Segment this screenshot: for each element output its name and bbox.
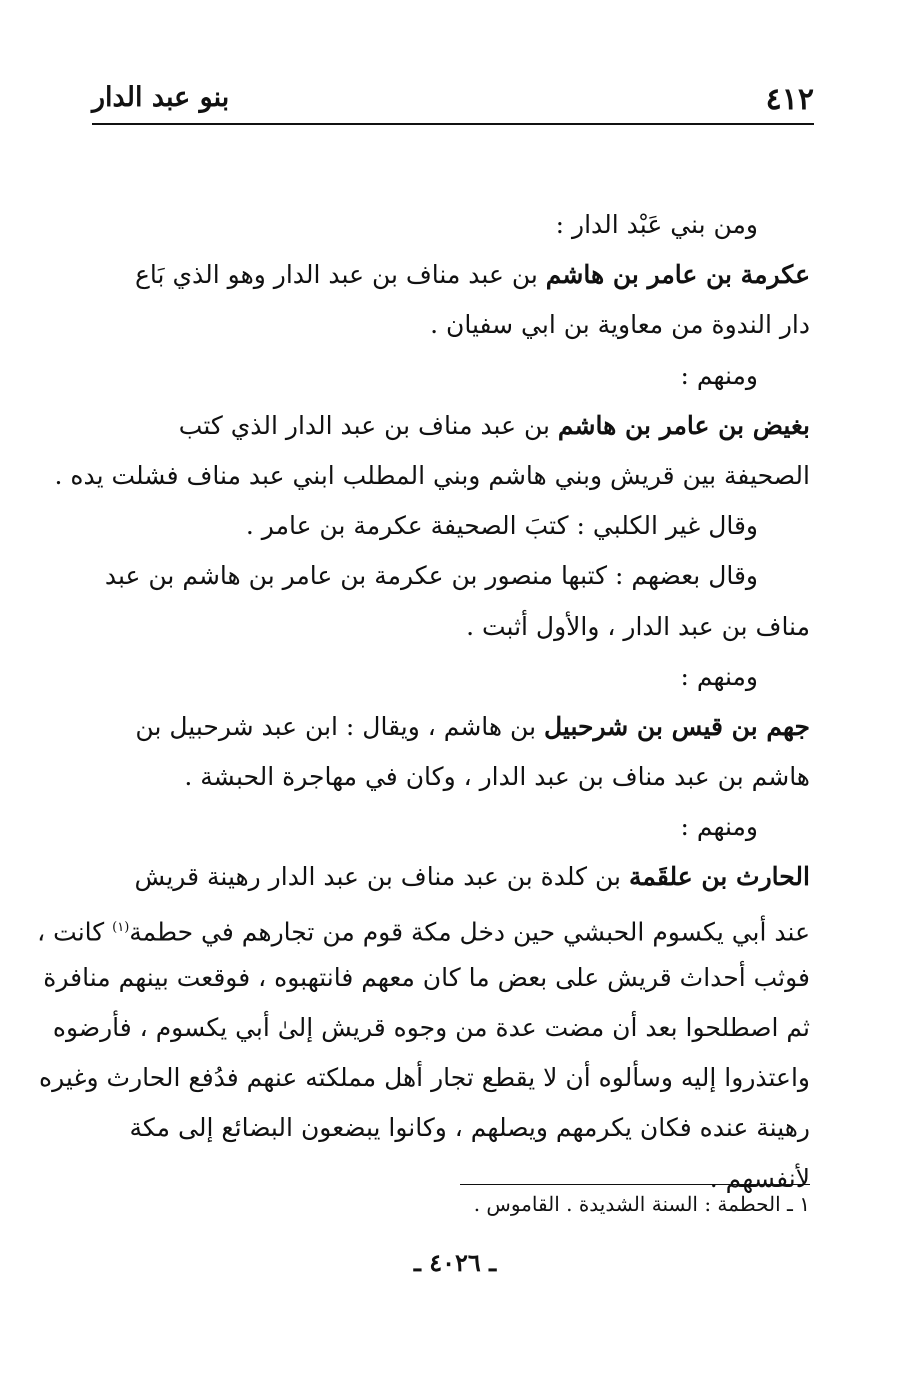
person-name: عكرمة بن عامر بن هاشم: [545, 260, 810, 290]
page-header: [92, 78, 814, 120]
text-line: الصحيفة بين قريش وبني هاشم وبني المطلب ابني عبد مناف فشلت يده .: [54, 460, 810, 490]
text-line: وقال غير الكلبي : كتبَ الصحيفة عكرمة بن عامر .: [245, 511, 758, 541]
text-line: ومن بني عَبْد الدار :: [555, 210, 758, 239]
text-line: وقال بعضهم : كتبها منصور بن عكرمة بن عامر بن هاشم بن عبد: [104, 561, 758, 591]
text-line: فوثب أحداث قريش على بعض ما كان معهم فانتهبوه ، فوقعت بينهم منافرة: [43, 962, 810, 992]
text-line: رهينة عنده فكان يكرمهم ويصلهم ، وكانوا يبضعون البضائع إلى مكة: [129, 1113, 810, 1143]
footnote-rule: [460, 1184, 810, 1185]
person-name: جهم بن قيس بن شرحبيل: [544, 711, 810, 741]
text-line: بغيض بن عامر بن هاشم بن عبد مناف بن عبد الدار الذي كتب: [178, 410, 810, 440]
text-line: ومنهم :: [680, 360, 758, 390]
running-title: بنو عبد الدار: [92, 82, 230, 113]
text-line: مناف بن عبد الدار ، والأول أثبت .: [466, 611, 810, 641]
header-rule: [92, 123, 814, 125]
text-line: ومنهم :: [680, 812, 758, 842]
main-text: [37, 200, 810, 1204]
text-line: عند أبي يكسوم الحبشي حين دخل مكة قوم من تجارهم في حطمة$^{(١)}$ كانت ،: [37, 916, 810, 946]
text-line: ثم اصطلحوا بعد أن مضت عدة من وجوه قريش إلىٰ أبي يكسوم ، فأرضوه: [52, 1013, 810, 1042]
text-line: دار الندوة من معاوية بن ابي سفيان .: [430, 310, 810, 340]
text-line: الحارث بن علقَمة بن كلدة بن عبد مناف بن عبد الدار رهينة قريش: [134, 862, 810, 892]
text-line: واعتذروا إليه وسألوه أن لا يقطع تجار أهل مملكته عنهم فدُفع الحارث وغيره: [39, 1063, 810, 1093]
folio-number: ـ ٤٠٢٦ ـ: [413, 1248, 497, 1277]
person-name: الحارث بن علقَمة: [628, 862, 810, 892]
footnote: ١ ـ الحطمة : السنة الشديدة . القاموس .: [473, 1192, 810, 1216]
text-line: هاشم بن عبد مناف بن عبد الدار ، وكان في مهاجرة الحبشة .: [184, 762, 810, 792]
text-line: جهم بن قيس بن شرحبيل بن هاشم ، ويقال : ابن عبد شرحبيل بن: [135, 711, 810, 741]
person-name: بغيض بن عامر بن هاشم: [557, 410, 810, 440]
text-line: لأنفسهم .: [709, 1163, 810, 1193]
text-line: عكرمة بن عامر بن هاشم بن عبد مناف بن عبد الدار وهو الذي بَاع: [135, 260, 810, 290]
text-line: ومنهم :: [680, 661, 758, 691]
footnote-marker[interactable]: (١): [112, 919, 130, 935]
page-number: ٤١٢: [765, 82, 814, 117]
